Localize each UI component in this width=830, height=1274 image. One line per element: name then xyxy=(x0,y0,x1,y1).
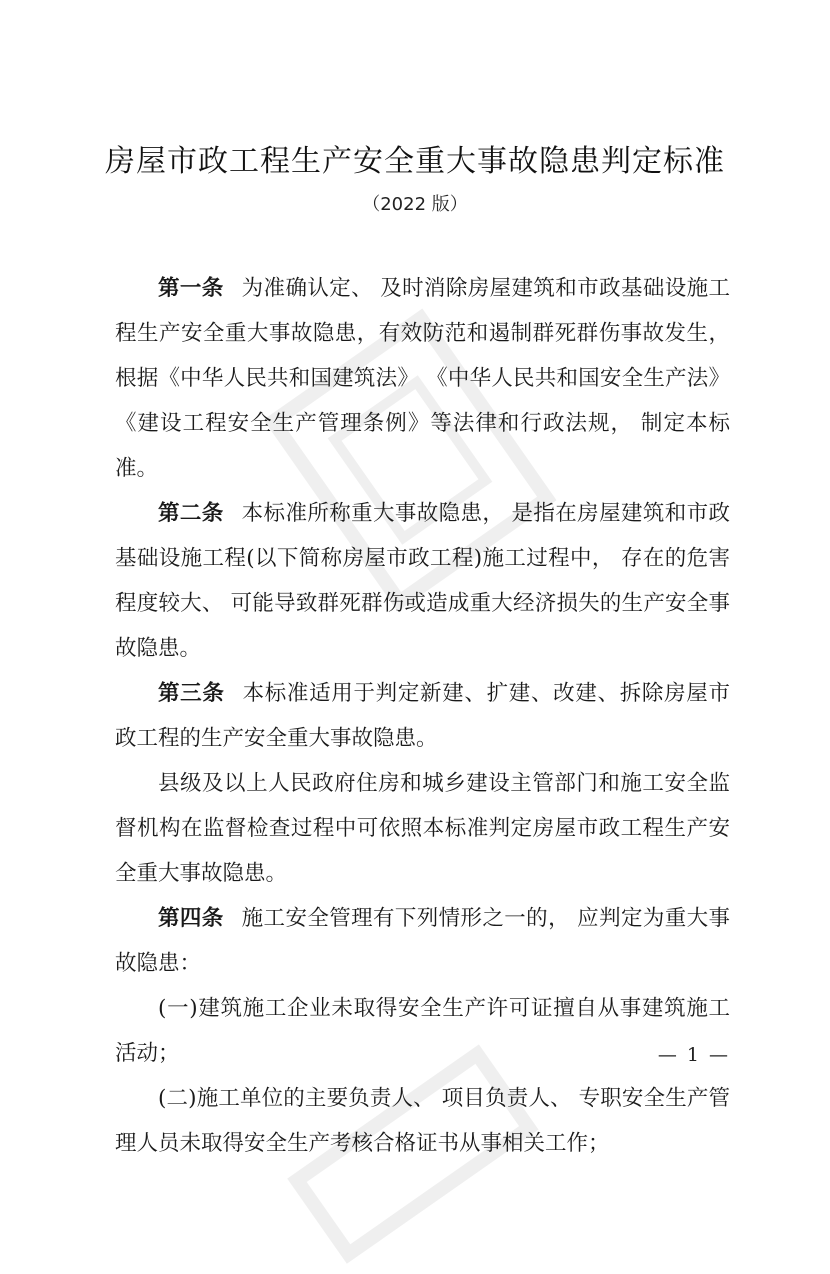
supervision-paragraph: 县级及以上人民政府住房和城乡建设主管部门和施工安全监督机构在监督检查过程中可依照本标准判定房屋市政工程生产安全重大事故隐患。 xyxy=(115,771,730,886)
article-1-text: 为准确认定、 及时消除房屋建筑和市政基础设施工程生产安全重大事故隐患，有效防范和遏制群死群伤事故发生，根据《中华人民共和国建筑法》 《中华人民共和国安全生产法》《建设工程安全生产管理条例》等法律和行政法规， 制定本标准。 xyxy=(115,276,730,481)
article-3 xyxy=(115,671,730,761)
article-1 xyxy=(115,266,730,491)
document-title: 房屋市政工程生产安全重大事故隐患判定标准 xyxy=(105,144,725,179)
article-3-text: 本标准适用于判定新建、扩建、改建、拆除房屋市政工程的生产安全重大事故隐患。 xyxy=(115,681,730,751)
article-3-label: 第三条 xyxy=(158,681,225,706)
article-4 xyxy=(115,896,730,986)
list-item: (二)施工单位的主要负责人、 项目负责人、 专职安全生产管理人员未取得安全生产考核合格证书从事相关工作； xyxy=(115,1086,730,1156)
article-1-label: 第一条 xyxy=(158,276,224,301)
document-subtitle: （2022 版） xyxy=(362,194,468,215)
article-2-text: 本标准所称重大事故隐患， 是指在房屋建筑和市政基础设施工程(以下简称房屋市政工程)施工过程中， 存在的危害程度较大、 可能导致群死群伤或造成重大经济损失的生产安全事故隐患。 xyxy=(115,501,730,661)
article-4-text: 施工安全管理有下列情形之一的， 应判定为重大事故隐患： xyxy=(115,906,730,976)
article-2-label: 第二条 xyxy=(158,501,224,526)
document-body xyxy=(115,266,730,1166)
article-2 xyxy=(115,491,730,671)
page-number: — 1 — xyxy=(657,1044,730,1066)
article-4-label: 第四条 xyxy=(158,906,224,931)
list-item: (一)建筑施工企业未取得安全生产许可证擅自从事建筑施工活动； xyxy=(115,996,730,1066)
